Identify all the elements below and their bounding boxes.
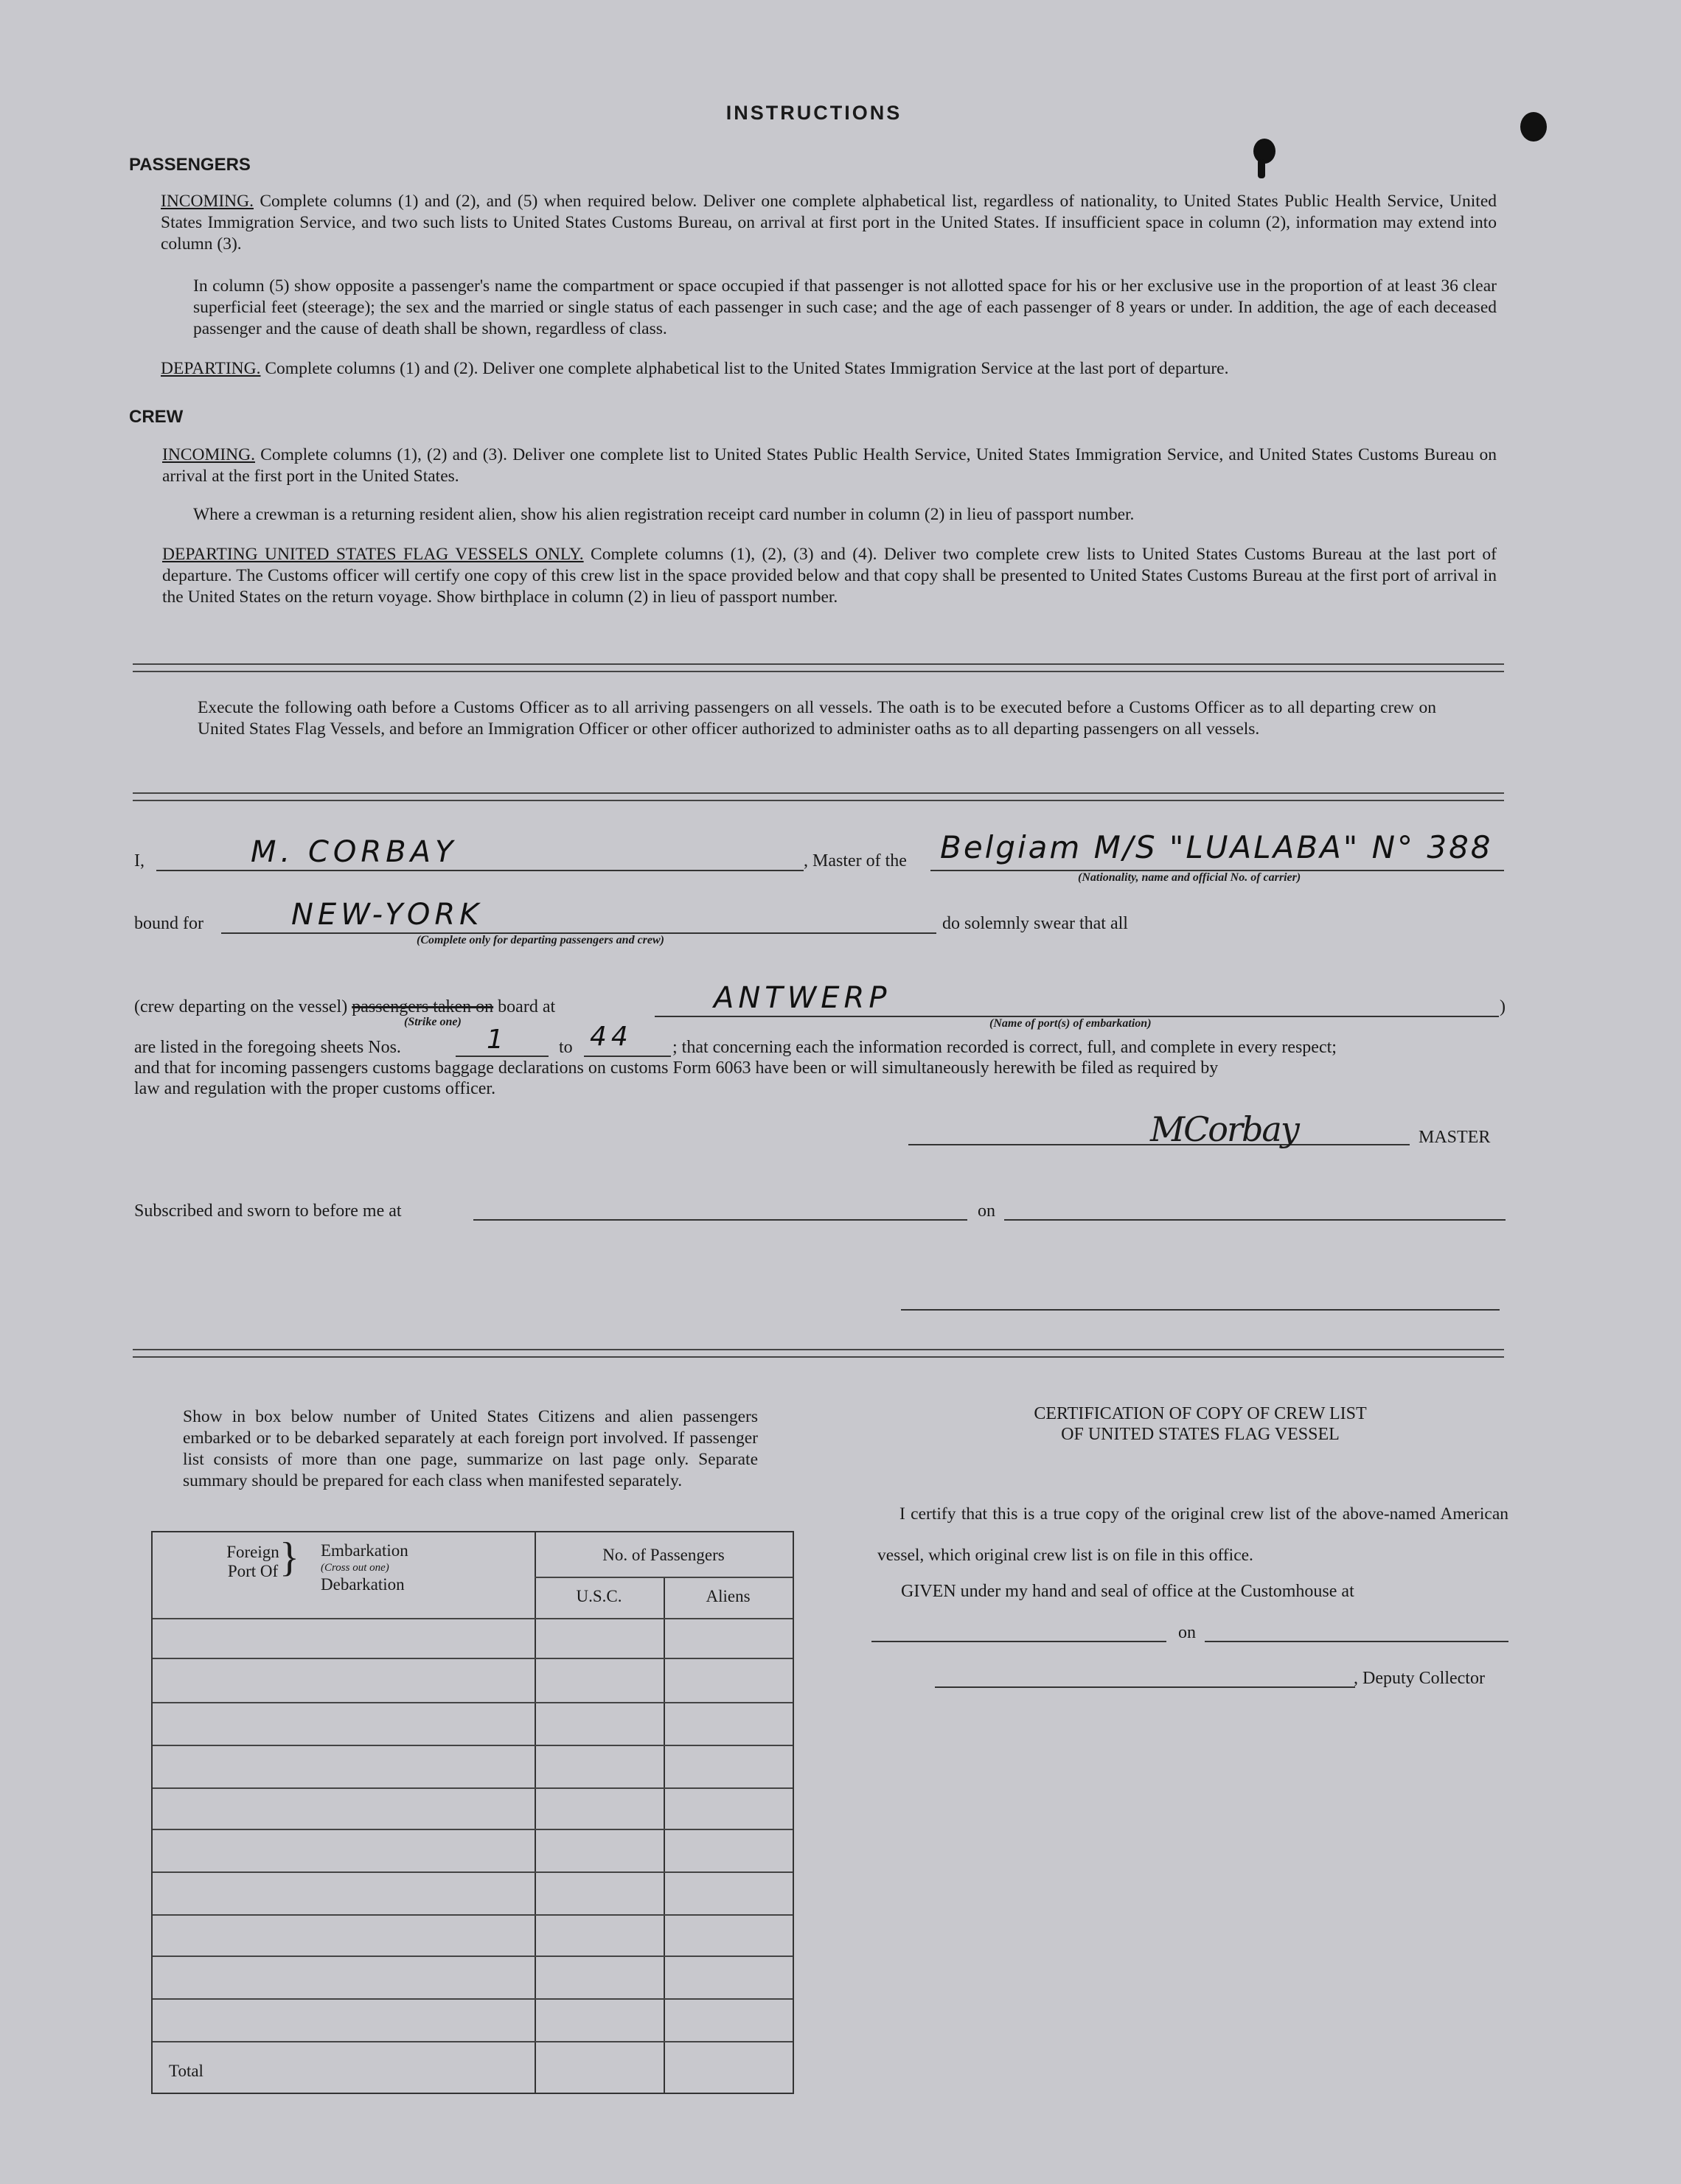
- passengers-departing-text: Complete columns (1) and (2). Deliver one complete alphabetical list to the United States Immigration Service at the last port of departure.: [265, 359, 1229, 378]
- summary-instruction: Show in box below number of United States Citizens and alien passengers embarked or to be debarked separately at each foreign port involved. If passenger list consists of more than one page, summarize on last page only. Separate summary should be prepared for each class when manifested separately.: [183, 1407, 758, 1490]
- crew-incoming-paragraph: [162, 444, 1497, 487]
- board-at-text: board at: [498, 997, 556, 1016]
- oath-line3: law and regulation with the proper customs officer.: [134, 1079, 496, 1098]
- section-divider: [133, 663, 1504, 672]
- oath-i-label: I,: [134, 851, 145, 871]
- vessel-caption: (Nationality, name and official No. of carrier): [1078, 871, 1301, 884]
- crew-incoming-lead: INCOMING.: [162, 445, 255, 464]
- crew-departing-text: (crew departing on the vessel): [134, 997, 348, 1016]
- section-divider: [133, 1349, 1504, 1358]
- certification-given: GIVEN under my hand and seal of office at the Customhouse at: [901, 1582, 1354, 1601]
- subscribed-label: Subscribed and sworn to before me at: [134, 1201, 402, 1221]
- cross-out-caption: (Cross out one): [321, 1562, 389, 1574]
- sheet-to-field[interactable]: 44: [590, 1022, 633, 1052]
- passengers-incoming-lead: INCOMING.: [161, 192, 254, 211]
- passenger-summary-table: [151, 1531, 794, 2094]
- sheets-rest: ; that concerning each the information recorded is correct, full, and complete in every respect;: [672, 1038, 1337, 1057]
- crew-departing-label: [134, 997, 555, 1017]
- certification-date-field[interactable]: [1205, 1641, 1508, 1642]
- port-field[interactable]: ANTWERP: [714, 981, 891, 1015]
- usc-header: U.S.C.: [576, 1587, 622, 1605]
- deputy-collector-label: , Deputy Collector: [1354, 1669, 1485, 1688]
- crew-departing-text: Complete columns (1), (2), (3) and (4). Deliver two complete crew lists to United States Customs Bureau at the last port of departure. The Customs officer will certify one copy of this crew list in the space provided below and that copy shall be presented to United States Customs Bureau at the first port of arrival in the United States on the return voyage. Show birthplace in column (2) in lieu of passport number.: [162, 545, 1497, 607]
- embarkation-header: Embarkation: [321, 1541, 408, 1560]
- struck-text: passengers taken on: [352, 997, 494, 1016]
- sworn-on-label: on: [978, 1201, 995, 1221]
- crew-heading: CREW: [129, 407, 184, 427]
- master-label: MASTER: [1419, 1128, 1491, 1147]
- sheet-to-line: [584, 1056, 671, 1057]
- master-name-line: [156, 870, 804, 871]
- deputy-collector-field[interactable]: [935, 1686, 1355, 1688]
- passengers-incoming-text: Complete columns (1) and (2), and (5) when required below. Deliver one complete alphabetical list, regardless of nationality, to United States Public Health Service, United States Immigration Service, and two such lists to United States Customs Bureau, on arrival at first port in the United States. If insufficient space in column (2), information may extend into column (3).: [161, 192, 1497, 254]
- strike-caption: (Strike one): [404, 1016, 462, 1028]
- certification-body: I certify that this is a true copy of the original crew list of the above-named American vessel, which original crew list is on file in this office.: [877, 1504, 1508, 1565]
- swear-label: do solemnly swear that all: [942, 914, 1128, 933]
- vessel-field[interactable]: Belgiam M/S "LUALABA" N° 388: [940, 829, 1493, 865]
- total-label: Total: [169, 2062, 203, 2080]
- sworn-date-field[interactable]: [1004, 1219, 1506, 1221]
- bound-for-field[interactable]: NEW-YORK: [291, 898, 484, 932]
- bound-for-label: bound for: [134, 914, 203, 933]
- sheet-from-field[interactable]: 1: [487, 1025, 508, 1055]
- passengers-departing-paragraph: [161, 358, 1497, 380]
- crew-departing-lead: DEPARTING UNITED STATES FLAG VESSELS ONLY.: [162, 545, 584, 564]
- crew-departing-paragraph: [162, 544, 1497, 608]
- sheets-label: are listed in the foregoing sheets Nos.: [134, 1038, 401, 1057]
- ink-blot: [1258, 159, 1265, 178]
- certification-on-label: on: [1178, 1623, 1196, 1642]
- to-label: to: [559, 1038, 573, 1057]
- page-title: INSTRUCTIONS: [725, 102, 902, 124]
- no-passengers-header: No. of Passengers: [602, 1546, 725, 1564]
- passengers-departing-lead: DEPARTING.: [161, 359, 261, 378]
- master-name-field[interactable]: M. CORBAY: [251, 835, 458, 869]
- debarkation-header: Debarkation: [321, 1575, 405, 1594]
- officer-signature-field[interactable]: [901, 1309, 1500, 1311]
- passengers-column5-paragraph: In column (5) show opposite a passenger's name the compartment or space occupied if that passenger is not allotted space for his or her exclusive use in the proportion of at least 36 clear superficial feet (steerage); the sex and the married or single status of each passenger in such case; and the age of each passenger of 8 years or under. In addition, the age of each deceased passenger and the cause of death shall be shown, regardless of class.: [193, 276, 1497, 338]
- close-paren: ): [1500, 997, 1506, 1016]
- master-of-label: , Master of the: [804, 851, 907, 871]
- aliens-header: Aliens: [706, 1587, 751, 1605]
- sheet-from-line: [456, 1056, 549, 1057]
- crew-incoming-text: Complete columns (1), (2) and (3). Deliver one complete list to United States Public Health Service, United States Immigration Service, and United States Customs Bureau on arrival at the first port in the United States.: [162, 445, 1497, 486]
- passengers-incoming-paragraph: [161, 191, 1497, 255]
- customhouse-field[interactable]: [871, 1641, 1166, 1642]
- certification-title-2: OF UNITED STATES FLAG VESSEL: [1061, 1425, 1340, 1444]
- passengers-heading: PASSENGERS: [129, 155, 251, 175]
- bound-for-caption: (Complete only for departing passengers and crew): [417, 934, 664, 946]
- foreign-port-header: Foreign Port Of: [226, 1543, 279, 1580]
- sworn-place-field[interactable]: [473, 1219, 967, 1221]
- oath-instruction-paragraph: Execute the following oath before a Customs Officer as to all arriving passengers on all vessels. The oath is to be executed before a Customs Officer as to all departing crew on United States Flag Vessels, and before an Immigration Officer or other officer authorized to administer oaths as to all departing passengers on all vessels.: [198, 698, 1436, 739]
- certification-title-1: CERTIFICATION OF COPY OF CREW LIST: [1034, 1404, 1367, 1423]
- port-caption: (Name of port(s) of embarkation): [989, 1017, 1152, 1030]
- section-divider: [133, 792, 1504, 801]
- master-signature: MCorbay: [1150, 1109, 1298, 1149]
- crew-alien-paragraph: Where a crewman is a returning resident alien, show his alien registration receipt card number in column (2) in lieu of passport number.: [193, 505, 1135, 524]
- oath-line2: and that for incoming passengers customs baggage declarations on customs Form 6063 have been or will simultaneously herewith be filed as required by: [134, 1058, 1219, 1078]
- brace: }: [279, 1535, 299, 1580]
